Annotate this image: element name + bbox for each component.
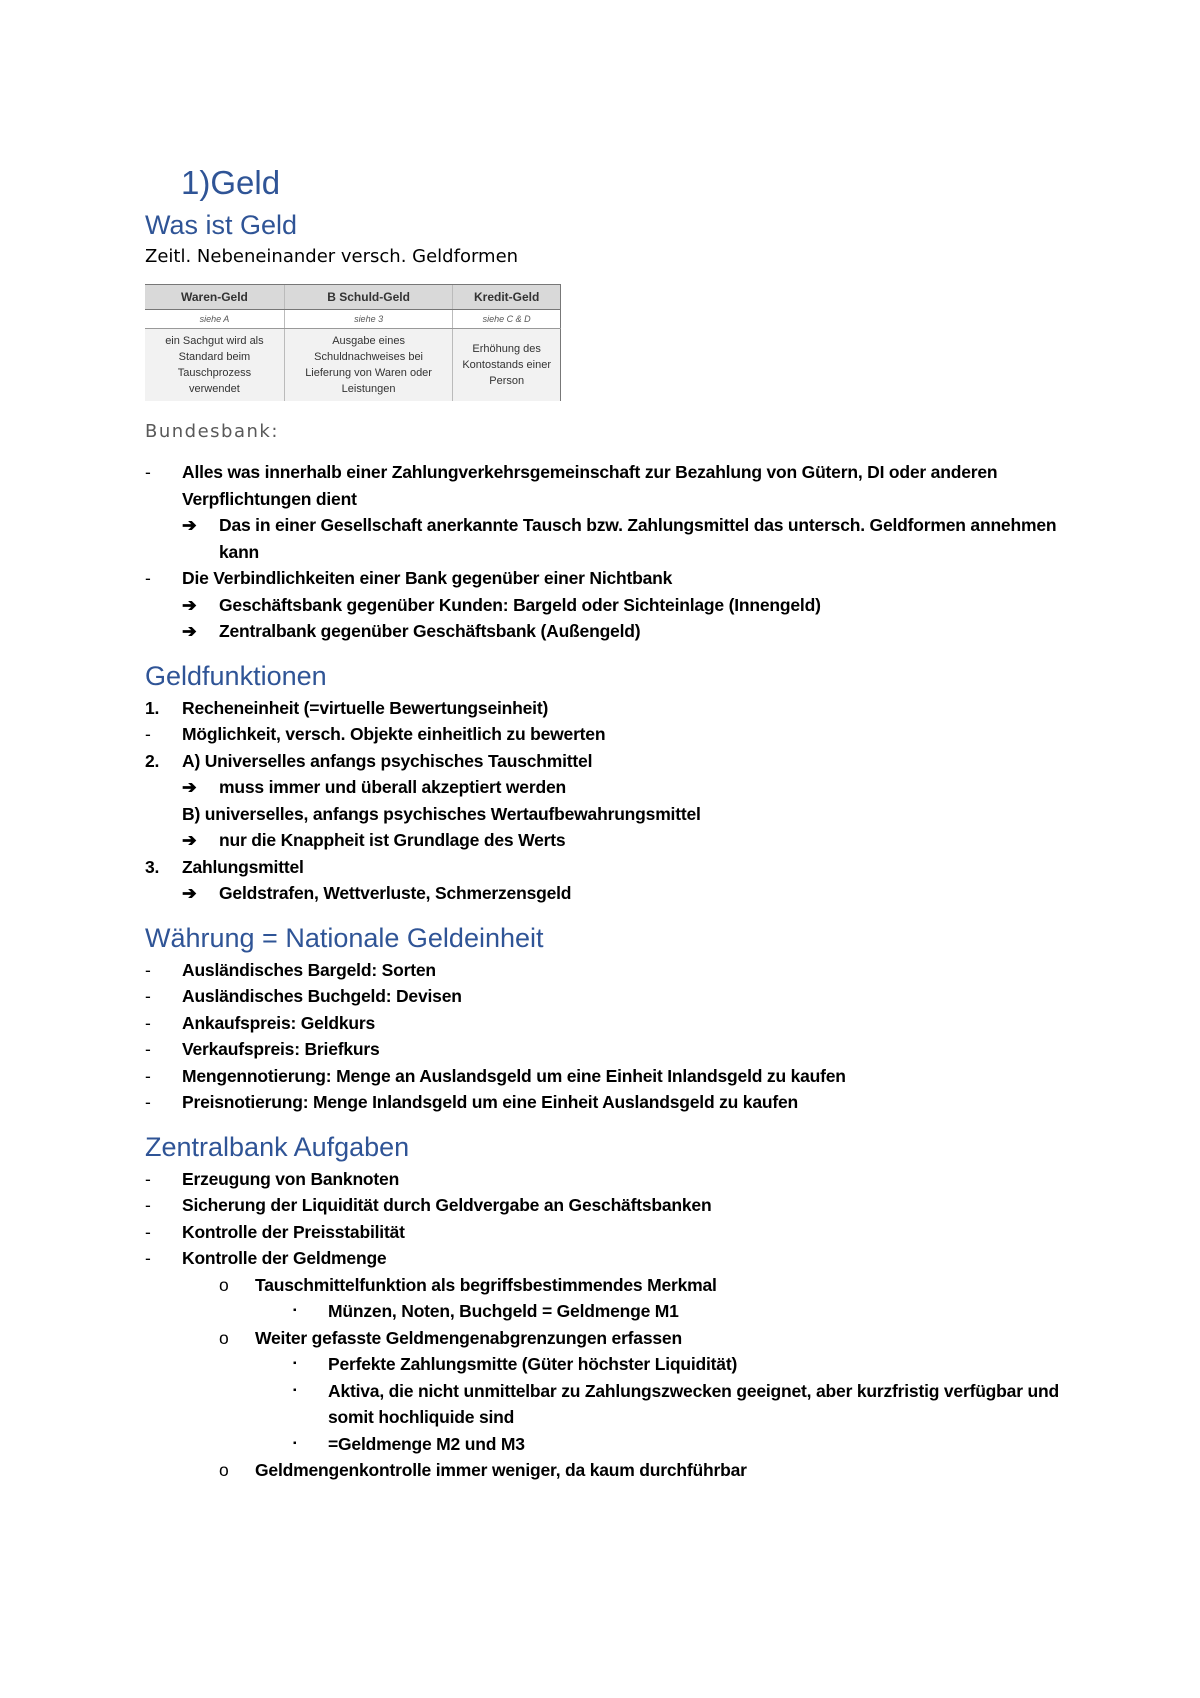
heading-zentralbank-aufgaben: Zentralbank Aufgaben	[145, 1131, 410, 1162]
dash-marker: -	[145, 568, 151, 588]
arrow-icon: ➔	[182, 830, 197, 850]
heading-was-ist-geld: Was ist Geld	[145, 210, 298, 240]
table-header: Waren-Geld	[145, 285, 284, 310]
list-item: 3. Zahlungsmittel	[145, 854, 1075, 881]
square-bullet-icon: ▪	[293, 1384, 297, 1396]
dash-marker: -	[145, 1248, 151, 1268]
list-item: 2. A) Universelles anfangs psychisches Tauschmittel	[145, 748, 1075, 775]
intro-text: Zeitl. Nebeneinander versch. Geldformen	[145, 246, 519, 267]
list-item: - Kontrolle der Preisstabilität	[145, 1219, 1075, 1246]
heading-waehrung: Währung = Nationale Geldeinheit	[145, 922, 544, 953]
arrow-icon: ➔	[182, 777, 197, 797]
list-item: - Die Verbindlichkeiten einer Bank gegenüber einer Nichtbank	[145, 565, 1075, 592]
list-item: - Erzeugung von Banknoten	[145, 1166, 1075, 1193]
dash-marker: -	[145, 1221, 151, 1242]
circle-bullet-icon: o	[219, 1460, 229, 1480]
table-header: B Schuld-Geld	[284, 285, 452, 310]
dash-marker: -	[145, 1039, 151, 1059]
square-bullet-icon: ▪	[293, 1305, 297, 1316]
list-subitem: ➔ Geldstrafen, Wettverluste, Schmerzensgeld	[145, 880, 1075, 907]
table-note: siehe A	[145, 310, 284, 329]
table-cell: Ausgabe eines Schuldnachweises bei Lieferung von Waren oder Leistungen	[284, 329, 452, 402]
list-item: - Ausländisches Buchgeld: Devisen	[145, 983, 1075, 1010]
table-cell: ein Sachgut wird als Standard beim Tauschprozess verwendet	[145, 329, 284, 402]
list-item: 1. Recheneinheit (=virtuelle Bewertungseinheit)	[145, 695, 1075, 722]
list-subitem: o Weiter gefasste Geldmengenabgrenzungen erfassen	[145, 1325, 1075, 1352]
arrow-icon: ➔	[182, 883, 197, 903]
list-subsubitem: ▪ Perfekte Zahlungsmitte (Güter höchster Liquidität)	[145, 1351, 1075, 1378]
circle-bullet-icon: o	[219, 1274, 229, 1295]
list-subitem: ➔ Das in einer Gesellschaft anerkannte Tausch bzw. Zahlungsmittel das untersch. Geldformen annehmen kann	[145, 512, 1075, 565]
table-note: siehe 3	[284, 310, 452, 329]
number-marker: 1.	[145, 697, 160, 718]
dash-marker: -	[145, 1195, 151, 1215]
list-item: - Sicherung der Liquidität durch Geldvergabe an Geschäftsbanken	[145, 1192, 1075, 1219]
number-marker: 2.	[145, 750, 160, 771]
document-title: 1)Geld	[181, 164, 281, 201]
dash-marker: -	[145, 959, 151, 980]
list-item: - Ausländisches Bargeld: Sorten	[145, 957, 1075, 984]
table-header: Kredit-Geld	[453, 285, 561, 310]
waehrung-list	[145, 957, 1075, 1116]
dash-marker: -	[145, 462, 151, 482]
list-item: - Alles was innerhalb einer Zahlungverkehrsgemeinschaft zur Bezahlung von Gütern, DI oder anderen Verpflichtungen dient	[145, 459, 1075, 512]
list-item: - Mengennotierung: Menge an Auslandsgeld um eine Einheit Inlandsgeld zu kaufen	[145, 1063, 1075, 1090]
list-subitem: o Geldmengenkontrolle immer weniger, da kaum durchführbar	[145, 1457, 1075, 1484]
dash-marker: -	[145, 1168, 151, 1189]
table-cell: Erhöhung des Kontostands einer Person	[453, 329, 561, 402]
list-subsubitem: ▪ Aktiva, die nicht unmittelbar zu Zahlungszwecken geeignet, aber kurzfristig verfügbar und somit hochliquide sind	[145, 1378, 1075, 1431]
list-subitem: ➔ nur die Knappheit ist Grundlage des Werts	[145, 827, 1075, 854]
dash-marker: -	[145, 1012, 151, 1033]
list-subitem: ➔ muss immer und überall akzeptiert werden	[145, 774, 1075, 801]
bundesbank-subheading: Bundesbank:	[145, 421, 279, 442]
list-continuation: B) universelles, anfangs psychisches Wertaufbewahrungsmittel	[182, 803, 701, 824]
list-subitem: o Tauschmittelfunktion als begriffsbestimmendes Merkmal	[145, 1272, 1075, 1299]
table-note: siehe C & D	[453, 310, 561, 329]
geldfunktionen-list	[145, 695, 1075, 907]
arrow-icon: ➔	[182, 594, 197, 615]
number-marker: 3.	[145, 856, 160, 877]
list-item: - Ankaufspreis: Geldkurs	[145, 1010, 1075, 1037]
dash-marker: -	[145, 724, 151, 744]
list-subsubitem: ▪ =Geldmenge M2 und M3	[145, 1431, 1075, 1458]
list-item: - Kontrolle der Geldmenge	[145, 1245, 1075, 1272]
dash-marker: -	[145, 986, 151, 1006]
list-subsubitem: ▪ Münzen, Noten, Buchgeld = Geldmenge M1	[145, 1298, 1075, 1325]
heading-geldfunktionen: Geldfunktionen	[145, 660, 327, 691]
list-subitem: ➔ Zentralbank gegenüber Geschäftsbank (Außengeld)	[145, 618, 1075, 645]
dash-marker: -	[145, 1065, 151, 1086]
zentralbank-list	[145, 1166, 1075, 1484]
arrow-icon: ➔	[182, 621, 197, 641]
list-item: - Verkaufspreis: Briefkurs	[145, 1036, 1075, 1063]
list-item: - Möglichkeit, versch. Objekte einheitlich zu bewerten	[145, 721, 1075, 748]
list-item: - Preisnotierung: Menge Inlandsgeld um eine Einheit Auslandsgeld zu kaufen	[145, 1089, 1075, 1116]
geldformen-table	[145, 284, 561, 401]
dash-marker: -	[145, 1092, 151, 1112]
bundesbank-list	[145, 459, 1075, 645]
list-subitem: ➔ Geschäftsbank gegenüber Kunden: Bargeld oder Sichteinlage (Innengeld)	[145, 592, 1075, 619]
square-bullet-icon: ▪	[293, 1437, 297, 1449]
circle-bullet-icon: o	[219, 1327, 229, 1348]
square-bullet-icon: ▪	[293, 1358, 297, 1369]
document-page	[145, 160, 1075, 1484]
arrow-icon: ➔	[182, 515, 197, 535]
